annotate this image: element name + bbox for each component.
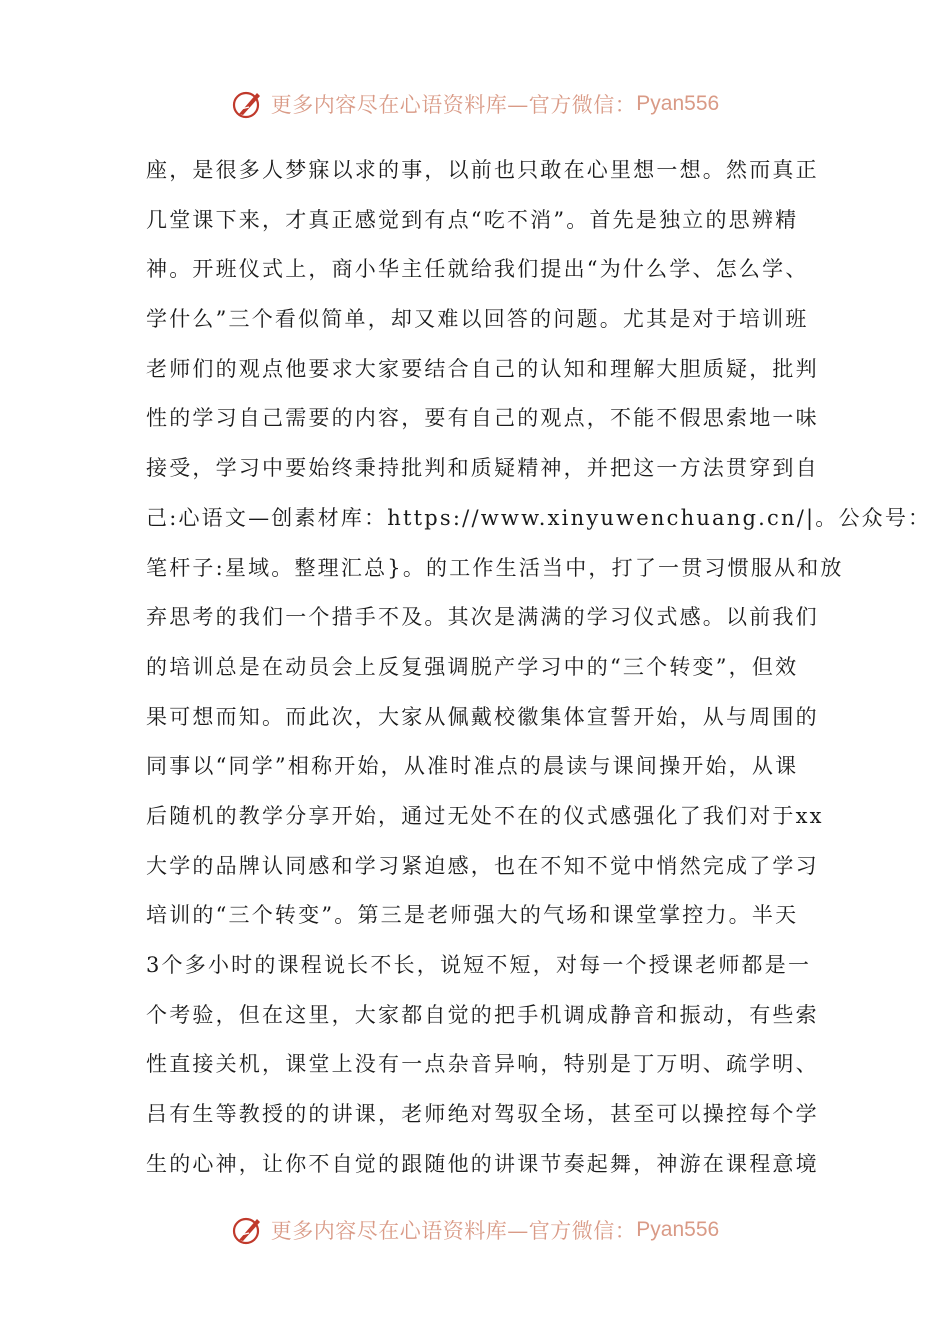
text-line: 3个多小时的课程说长不长，说短不短，对每一个授课老师都是一 (146, 953, 812, 977)
footer-banner (0, 1208, 950, 1252)
header-banner (0, 82, 950, 126)
quill-logo-icon (231, 1213, 265, 1247)
text-line: 后随机的教学分享开始，通过无处不在的仪式感强化了我们对于xx (146, 803, 824, 828)
text-line: 己:心语文—创素材库：https://www.xinyuwenchuang.cn/|。公众号： (146, 505, 932, 530)
text-line: 几堂课下来，才真正感觉到有点“吃不消”。首先是独立的思辨精 (146, 207, 799, 232)
text-line: 果可想而知。而此次，大家从佩戴校徽集体宣誓开始，从与周围的 (146, 704, 819, 729)
text-line: 神。开班仪式上，商小华主任就给我们提出“为什么学、怎么学、 (146, 257, 809, 282)
text-line: 接受，学习中要始终秉持批判和质疑精神，并把这一方法贯穿到自 (146, 456, 819, 481)
text-line: 性直接关机，课堂上没有一点杂音异响，特别是丁万明、疏学明、 (146, 1052, 819, 1077)
header-banner-wechat-id: Pyan556 (636, 92, 720, 115)
footer-banner-text: 更多内容尽在心语资料库—官方微信： (270, 1219, 637, 1243)
document-body (146, 146, 932, 1189)
text-line: 大学的品牌认同感和学习紧迫感，也在不知不觉中悄然完成了学习 (146, 853, 819, 878)
text-line: 学什么”三个看似简单，却又难以回答的问题。尤其是对于培训班 (146, 307, 809, 332)
text-line: 吕有生等教授的的讲课，老师绝对驾驭全场，甚至可以操控每个学 (146, 1102, 819, 1127)
footer-banner-wechat-id: Pyan556 (636, 1218, 720, 1241)
text-line: 弃思考的我们一个措手不及。其次是满满的学习仪式感。以前我们 (146, 605, 819, 630)
text-line: 生的心神，让你不自觉的跟随他的讲课节奏起舞，神游在课程意境 (146, 1151, 819, 1176)
text-line: 个考验，但在这里，大家都自觉的把手机调成静音和振动，有些索 (146, 1002, 819, 1027)
text-line: 同事以“同学”相称开始，从准时准点的晨读与课间操开始，从课 (146, 754, 799, 779)
text-line: 培训的“三个转变”。第三是老师强大的气场和课堂掌控力。半天 (146, 903, 799, 928)
text-line: 性的学习自己需要的内容，要有自己的观点，不能不假思索地一味 (146, 406, 819, 431)
text-line: 老师们的观点他要求大家要结合自己的认知和理解大胆质疑，批判 (146, 356, 819, 381)
text-line: 的培训总是在动员会上反复强调脱产学习中的“三个转变”，但效 (146, 654, 799, 679)
text-line: 座，是很多人梦寐以求的事，以前也只敢在心里想一想。然而真正 (146, 158, 819, 182)
header-banner-text: 更多内容尽在心语资料库—官方微信： (270, 93, 637, 117)
quill-logo-icon (231, 87, 265, 121)
text-line: 笔杆子:星域。整理汇总}。的工作生活当中，打了一贯习惯服从和放 (146, 555, 844, 580)
